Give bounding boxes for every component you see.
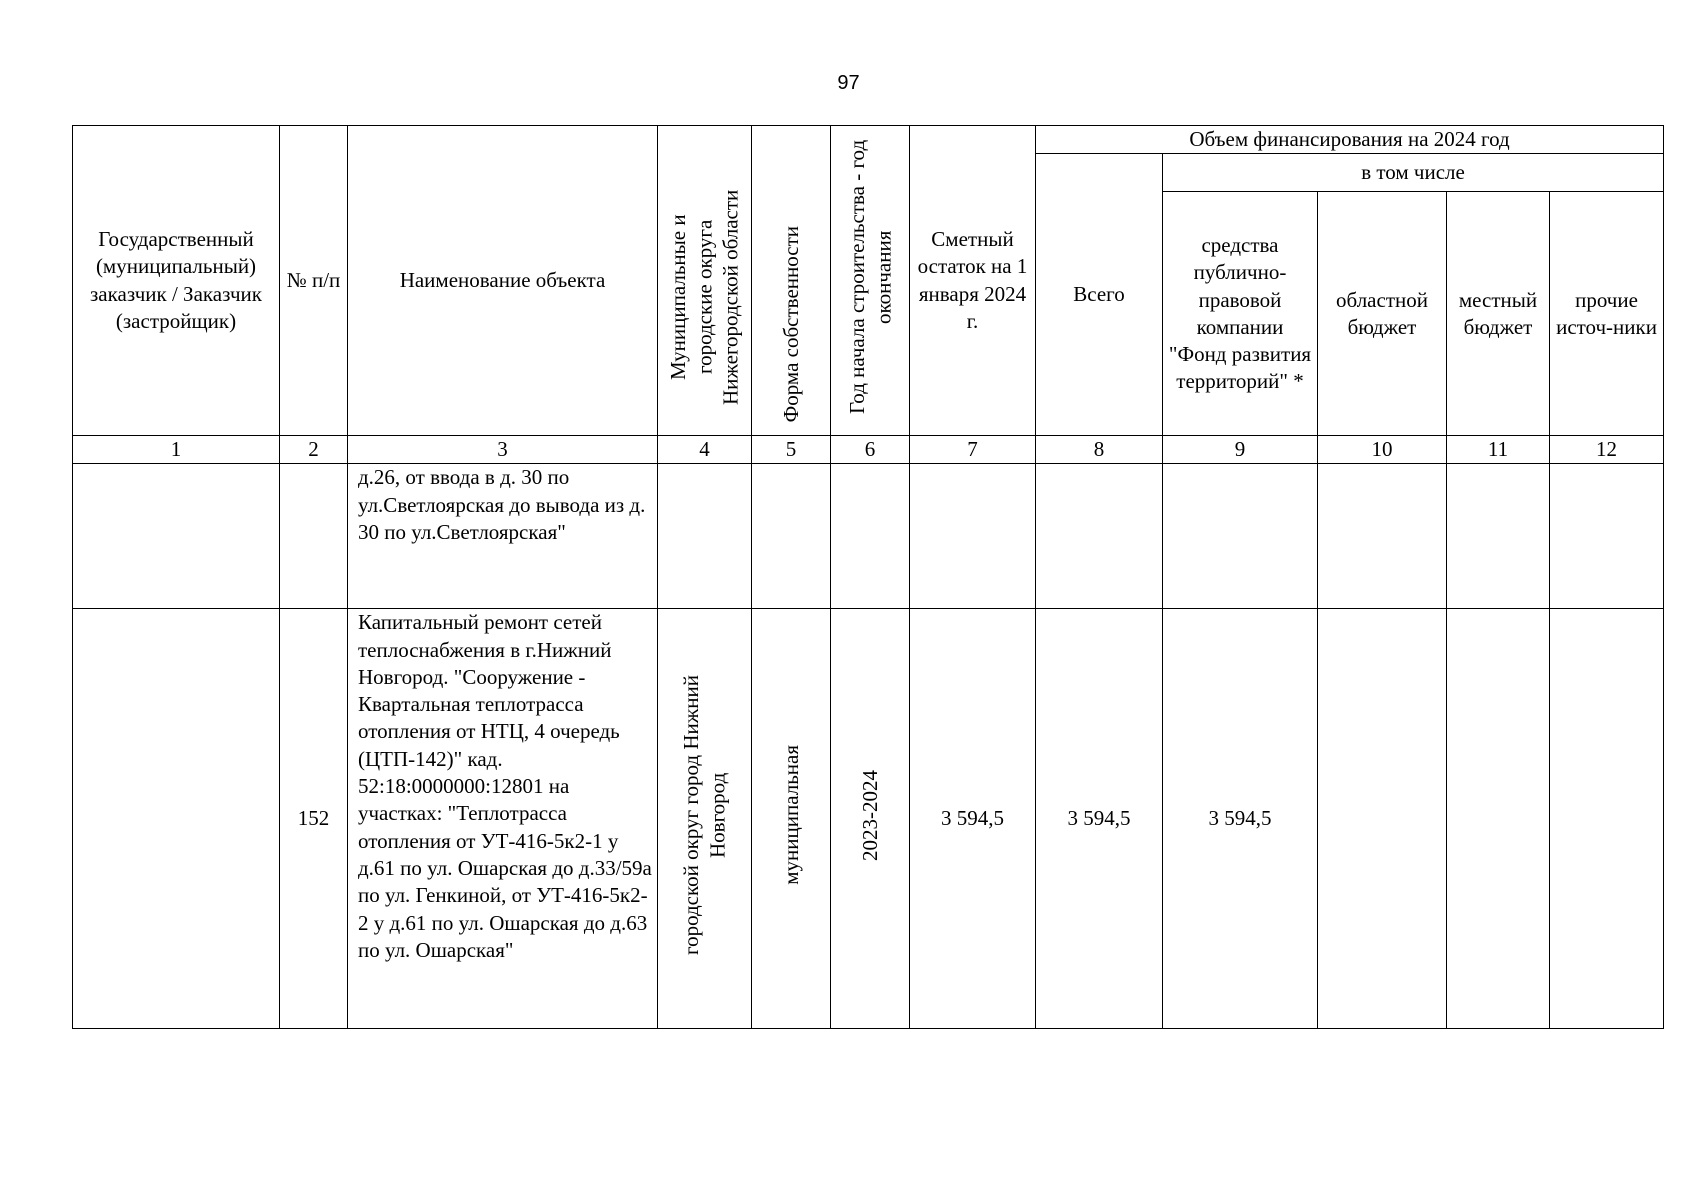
cell-ownership	[752, 609, 831, 1029]
column-number: 4	[658, 436, 752, 464]
header-object-name: Наименование объекта	[348, 126, 658, 436]
column-number: 3	[348, 436, 658, 464]
cell-customer	[73, 609, 280, 1029]
cell-estimate	[910, 464, 1036, 609]
cell-object-name: Капитальный ремонт сетей теплоснабжения в г.Нижний Новгород. "Сооружение - Квартальная теплотрасса отопления от НТЦ, 4 очередь (ЦТП-142)" кад. 52:18:0000000:12801 на участках: "Теплотрасса отопления от УТ-416-5к2-1 у д.61 по ул. Ошарская до д.33/59а по ул. Генкиной, от УТ-416-5к2-2 у д.61 по ул. Ошарская до д.63 по ул. Ошарская"	[348, 609, 658, 1029]
column-number: 1	[73, 436, 280, 464]
cell-fund: 3 594,5	[1163, 609, 1318, 1029]
header-other: прочие источ-ники	[1550, 192, 1664, 436]
header-local: местный бюджет	[1447, 192, 1550, 436]
cell-total: 3 594,5	[1036, 609, 1163, 1029]
cell-estimate: 3 594,5	[910, 609, 1036, 1029]
header-including: в том числе	[1163, 154, 1664, 192]
cell-municipal-text: городской округ город Нижний Новгород	[679, 675, 730, 956]
header-total: Всего	[1036, 154, 1163, 436]
cell-object-name: д.26, от ввода в д. 30 по ул.Светлоярская до вывода из д. 30 по ул.Светлоярская"	[348, 464, 658, 609]
cell-ownership-text: муниципальная	[778, 745, 803, 886]
cell-municipal	[658, 609, 752, 1029]
cell-regional	[1318, 609, 1447, 1029]
column-number: 11	[1447, 436, 1550, 464]
header-customer: Государственный (муниципальный) заказчик / Заказчик (застройщик)	[73, 126, 280, 436]
column-number: 2	[280, 436, 348, 464]
cell-fund	[1163, 464, 1318, 609]
cell-years-text: 2023-2024	[857, 769, 882, 861]
column-number: 8	[1036, 436, 1163, 464]
financing-table	[72, 125, 1664, 1029]
column-number: 6	[831, 436, 910, 464]
column-number: 7	[910, 436, 1036, 464]
cell-number	[280, 464, 348, 609]
header-row-1	[73, 126, 1664, 154]
cell-local	[1447, 464, 1550, 609]
header-municipal-text: Муниципальные и городские округа Нижегородской области	[666, 189, 743, 405]
header-funding-group: Объем финансирования на 2024 год	[1036, 126, 1664, 154]
header-years	[831, 126, 910, 436]
table-row	[73, 609, 1664, 1029]
header-ownership	[752, 126, 831, 436]
table-row	[73, 464, 1664, 609]
cell-local	[1447, 609, 1550, 1029]
cell-years	[831, 609, 910, 1029]
header-number: № п/п	[280, 126, 348, 436]
cell-years	[831, 464, 910, 609]
cell-ownership	[752, 464, 831, 609]
header-ownership-text: Форма собственности	[778, 225, 803, 422]
column-number: 12	[1550, 436, 1664, 464]
header-regional: областной бюджет	[1318, 192, 1447, 436]
cell-other	[1550, 609, 1664, 1029]
cell-regional	[1318, 464, 1447, 609]
cell-number: 152	[280, 609, 348, 1029]
column-numbers-row	[73, 436, 1664, 464]
header-estimate: Сметный остаток на 1 января 2024 г.	[910, 126, 1036, 436]
cell-other	[1550, 464, 1664, 609]
header-municipal	[658, 126, 752, 436]
cell-customer	[73, 464, 280, 609]
cell-municipal	[658, 464, 752, 609]
column-number: 5	[752, 436, 831, 464]
column-number: 10	[1318, 436, 1447, 464]
column-number: 9	[1163, 436, 1318, 464]
header-fund: средства публично-правовой компании "Фонд развития территорий" *	[1163, 192, 1318, 436]
header-years-text: Год начала строительства - год окончания	[844, 139, 895, 415]
page-number: 97	[837, 72, 860, 94]
cell-total	[1036, 464, 1163, 609]
